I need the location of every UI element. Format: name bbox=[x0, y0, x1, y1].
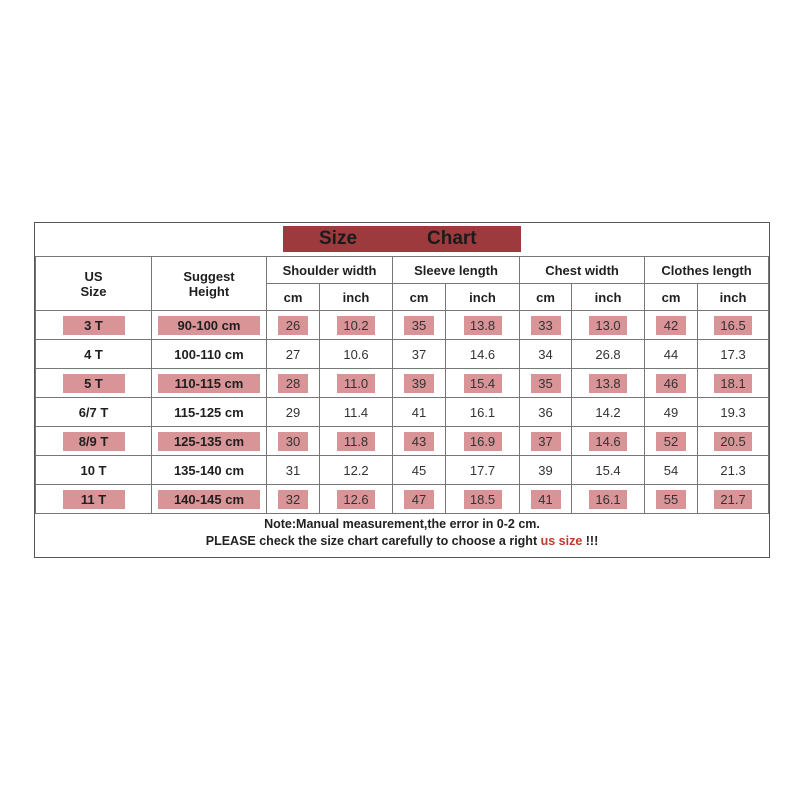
cell-value: 16.9 bbox=[464, 432, 502, 451]
cell-height bbox=[152, 456, 267, 485]
cell-value: 4 T bbox=[84, 346, 103, 362]
cell-shoulder-cm bbox=[267, 311, 320, 340]
header-height-line2: Height bbox=[188, 283, 230, 299]
cell-value: 14.6 bbox=[589, 432, 627, 451]
cell-value: 12.6 bbox=[337, 490, 375, 509]
table-row bbox=[36, 369, 769, 398]
cell-height bbox=[152, 340, 267, 369]
cell-value: 11 T bbox=[63, 490, 125, 509]
cell-value: 49 bbox=[663, 404, 679, 420]
cell-size bbox=[36, 398, 152, 427]
unit-inch: inch bbox=[698, 284, 769, 311]
title-word-chart: Chart bbox=[427, 228, 477, 249]
cell-value: 28 bbox=[278, 374, 308, 393]
cell-clothes-in bbox=[698, 456, 769, 485]
cell-chest-in bbox=[572, 311, 645, 340]
cell-chest-in bbox=[572, 340, 645, 369]
cell-value: 32 bbox=[278, 490, 308, 509]
cell-value: 90-100 cm bbox=[158, 316, 260, 335]
cell-height bbox=[152, 369, 267, 398]
cell-value: 33 bbox=[531, 316, 561, 335]
cell-shoulder-cm bbox=[267, 456, 320, 485]
note-box bbox=[35, 511, 769, 557]
size-rows bbox=[36, 311, 769, 514]
cell-value: 110-115 cm bbox=[158, 374, 260, 393]
header-sleeve: Sleeve length bbox=[393, 257, 520, 284]
cell-value: 10.2 bbox=[337, 316, 375, 335]
cell-value: 19.3 bbox=[720, 404, 746, 420]
cell-clothes-cm bbox=[645, 456, 698, 485]
cell-sleeve-cm bbox=[393, 340, 446, 369]
size-table bbox=[35, 256, 769, 514]
cell-size bbox=[36, 340, 152, 369]
cell-clothes-cm bbox=[645, 311, 698, 340]
header-clothes: Clothes length bbox=[645, 257, 769, 284]
cell-value: 34 bbox=[538, 346, 553, 362]
cell-shoulder-cm bbox=[267, 485, 320, 514]
table-row bbox=[36, 311, 769, 340]
cell-value: 14.6 bbox=[469, 346, 496, 362]
cell-shoulder-in bbox=[320, 398, 393, 427]
unit-cm: cm bbox=[267, 284, 320, 311]
header-us-size-line2: Size bbox=[80, 283, 107, 299]
cell-value: 18.1 bbox=[714, 374, 752, 393]
cell-sleeve-in bbox=[446, 456, 520, 485]
table-row bbox=[36, 456, 769, 485]
cell-value: 35 bbox=[404, 316, 434, 335]
cell-chest-in bbox=[572, 427, 645, 456]
cell-value: 35 bbox=[531, 374, 561, 393]
cell-value: 26.8 bbox=[595, 346, 621, 362]
cell-value: 42 bbox=[656, 316, 686, 335]
cell-clothes-cm bbox=[645, 398, 698, 427]
header-us-size-line1: US bbox=[84, 268, 103, 284]
cell-value: 39 bbox=[404, 374, 434, 393]
note-line-2-suffix: !!! bbox=[582, 534, 599, 548]
cell-sleeve-in bbox=[446, 427, 520, 456]
cell-value: 13.0 bbox=[589, 316, 627, 335]
cell-value: 45 bbox=[411, 462, 427, 478]
cell-value: 26 bbox=[278, 316, 308, 335]
cell-value: 16.5 bbox=[714, 316, 752, 335]
cell-value: 47 bbox=[404, 490, 434, 509]
cell-sleeve-cm bbox=[393, 398, 446, 427]
cell-chest-cm bbox=[520, 398, 572, 427]
cell-chest-in bbox=[572, 485, 645, 514]
table-row bbox=[36, 340, 769, 369]
cell-clothes-in bbox=[698, 311, 769, 340]
table-row bbox=[36, 485, 769, 514]
cell-value: 41 bbox=[411, 404, 427, 420]
cell-value: 10 T bbox=[80, 462, 107, 478]
cell-chest-cm bbox=[520, 369, 572, 398]
header-height bbox=[152, 257, 267, 311]
cell-chest-cm bbox=[520, 311, 572, 340]
cell-clothes-cm bbox=[645, 485, 698, 514]
cell-value: 37 bbox=[531, 432, 561, 451]
cell-value: 140-145 cm bbox=[158, 490, 260, 509]
unit-cm: cm bbox=[645, 284, 698, 311]
cell-shoulder-in bbox=[320, 340, 393, 369]
cell-value: 135-140 cm bbox=[173, 462, 245, 478]
cell-sleeve-cm bbox=[393, 456, 446, 485]
cell-value: 17.3 bbox=[720, 346, 746, 362]
unit-inch: inch bbox=[572, 284, 645, 311]
cell-sleeve-in bbox=[446, 369, 520, 398]
cell-value: 14.2 bbox=[595, 404, 621, 420]
cell-sleeve-cm bbox=[393, 427, 446, 456]
cell-value: 17.7 bbox=[469, 462, 496, 478]
cell-shoulder-cm bbox=[267, 340, 320, 369]
cell-sleeve-in bbox=[446, 340, 520, 369]
cell-value: 3 T bbox=[63, 316, 125, 335]
cell-value: 54 bbox=[663, 462, 679, 478]
header-chest: Chest width bbox=[520, 257, 645, 284]
cell-sleeve-cm bbox=[393, 485, 446, 514]
cell-value: 11.0 bbox=[337, 374, 375, 393]
cell-value: 15.4 bbox=[595, 462, 621, 478]
unit-inch: inch bbox=[446, 284, 520, 311]
cell-value: 52 bbox=[656, 432, 686, 451]
cell-value: 36 bbox=[538, 404, 553, 420]
note-us-size: us size bbox=[540, 534, 583, 548]
cell-height bbox=[152, 485, 267, 514]
cell-value: 43 bbox=[404, 432, 434, 451]
cell-value: 41 bbox=[531, 490, 561, 509]
cell-clothes-cm bbox=[645, 427, 698, 456]
table-row bbox=[36, 427, 769, 456]
cell-height bbox=[152, 398, 267, 427]
cell-chest-in bbox=[572, 369, 645, 398]
cell-height bbox=[152, 311, 267, 340]
cell-value: 20.5 bbox=[714, 432, 752, 451]
cell-value: 21.3 bbox=[720, 462, 746, 478]
cell-shoulder-in bbox=[320, 427, 393, 456]
note-line-2 bbox=[35, 533, 769, 550]
cell-shoulder-in bbox=[320, 369, 393, 398]
cell-sleeve-in bbox=[446, 485, 520, 514]
cell-shoulder-in bbox=[320, 311, 393, 340]
cell-value: 21.7 bbox=[714, 490, 752, 509]
cell-size bbox=[36, 369, 152, 398]
cell-clothes-cm bbox=[645, 340, 698, 369]
cell-value: 31 bbox=[285, 462, 301, 478]
cell-value: 27 bbox=[285, 346, 301, 362]
cell-chest-in bbox=[572, 456, 645, 485]
cell-value: 44 bbox=[663, 346, 679, 362]
cell-sleeve-in bbox=[446, 398, 520, 427]
cell-clothes-in bbox=[698, 369, 769, 398]
cell-shoulder-in bbox=[320, 485, 393, 514]
cell-value: 46 bbox=[656, 374, 686, 393]
size-chart bbox=[34, 222, 770, 558]
cell-value: 5 T bbox=[63, 374, 125, 393]
table-row bbox=[36, 398, 769, 427]
cell-size bbox=[36, 311, 152, 340]
title-word-size: Size bbox=[319, 228, 358, 249]
cell-value: 18.5 bbox=[464, 490, 502, 509]
cell-chest-cm bbox=[520, 485, 572, 514]
cell-size bbox=[36, 456, 152, 485]
unit-cm: cm bbox=[393, 284, 446, 311]
cell-shoulder-cm bbox=[267, 369, 320, 398]
cell-value: 12.2 bbox=[343, 462, 369, 478]
cell-value: 16.1 bbox=[469, 404, 496, 420]
cell-clothes-in bbox=[698, 340, 769, 369]
cell-value: 8/9 T bbox=[63, 432, 125, 451]
cell-value: 15.4 bbox=[464, 374, 502, 393]
cell-size bbox=[36, 427, 152, 456]
cell-chest-cm bbox=[520, 456, 572, 485]
cell-clothes-in bbox=[698, 398, 769, 427]
cell-value: 37 bbox=[411, 346, 427, 362]
cell-value: 29 bbox=[285, 404, 301, 420]
cell-clothes-cm bbox=[645, 369, 698, 398]
note-line-2-prefix: PLEASE check the size chart carefully to choose a right bbox=[205, 534, 541, 548]
cell-value: 30 bbox=[278, 432, 308, 451]
cell-clothes-in bbox=[698, 485, 769, 514]
header-shoulder: Shoulder width bbox=[267, 257, 393, 284]
header-us-size bbox=[36, 257, 152, 311]
cell-chest-in bbox=[572, 398, 645, 427]
cell-value: 11.4 bbox=[343, 404, 369, 420]
cell-value: 115-125 cm bbox=[174, 404, 244, 420]
cell-value: 6/7 T bbox=[78, 404, 109, 420]
cell-shoulder-cm bbox=[267, 427, 320, 456]
cell-size bbox=[36, 485, 152, 514]
unit-cm: cm bbox=[520, 284, 572, 311]
cell-value: 11.8 bbox=[337, 432, 375, 451]
cell-value: 100-110 cm bbox=[174, 346, 244, 362]
cell-height bbox=[152, 427, 267, 456]
note-line-1: Note:Manual measurement,the error in 0-2 cm. bbox=[264, 517, 540, 531]
cell-value: 13.8 bbox=[464, 316, 502, 335]
cell-shoulder-in bbox=[320, 456, 393, 485]
cell-sleeve-cm bbox=[393, 311, 446, 340]
cell-value: 13.8 bbox=[589, 374, 627, 393]
cell-value: 39 bbox=[538, 462, 553, 478]
title-row bbox=[35, 223, 769, 257]
cell-chest-cm bbox=[520, 340, 572, 369]
cell-chest-cm bbox=[520, 427, 572, 456]
cell-clothes-in bbox=[698, 427, 769, 456]
cell-value: 10.6 bbox=[343, 346, 369, 362]
cell-value: 125-135 cm bbox=[158, 432, 260, 451]
header-height-line1: Suggest bbox=[183, 268, 235, 284]
title-band bbox=[283, 226, 521, 252]
cell-sleeve-cm bbox=[393, 369, 446, 398]
cell-value: 16.1 bbox=[589, 490, 627, 509]
cell-value: 55 bbox=[656, 490, 686, 509]
unit-inch: inch bbox=[320, 284, 393, 311]
cell-sleeve-in bbox=[446, 311, 520, 340]
cell-shoulder-cm bbox=[267, 398, 320, 427]
